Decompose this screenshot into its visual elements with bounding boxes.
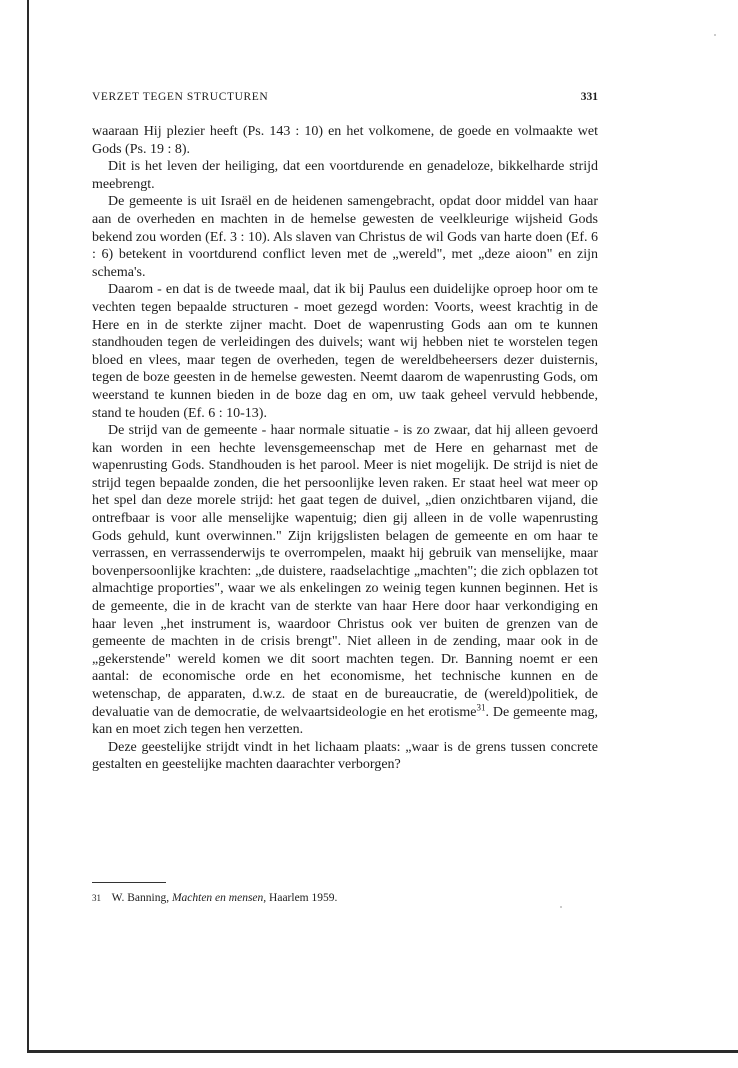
body-text: [92, 123, 598, 774]
paragraph: Daarom - en dat is de tweede maal, dat ik bij Paulus een duidelijke oproep hoor om te vechten tegen bepaalde structuren - moet gezegd worden: Voorts, weest krachtig in de Here en in de sterkte zijner macht. Doet de wapenrusting Gods aan om te kunnen standhouden tegen de verleidingen des duivels; want wij hebben niet te worstelen tegen bloed en vlees, maar tegen de overheden, tegen de wereldbeheersers dezer duisternis, tegen de boze geesten in de hemelse gewesten. Neemt daarom de wapenrusting Gods, om weerstand te kunnen bieden in de boze dag en om, uw taak geheel vervuld hebbende, stand te houden (Ef. 6 : 10-13).: [92, 282, 598, 421]
scan-edge-bottom: [27, 1050, 738, 1053]
paragraph: Deze geestelijke strijdt vindt in het lichaam plaats: „waar is de grens tussen concrete gestalten en geestelijke machten daarachter verborgen?: [92, 739, 598, 773]
footnote-reference[interactable]: 31: [476, 701, 486, 712]
paragraph: waaraan Hij plezier heeft (Ps. 143 : 10) en het volkomene, de goede en volmaakte wet Gods (Ps. 19 : 8).: [92, 124, 598, 157]
paragraph: [92, 422, 598, 739]
footnote-rule: [92, 882, 166, 883]
page-number: 331: [580, 91, 598, 103]
footnote-title: Machten en mensen,: [171, 892, 267, 904]
scan-edge-left: [27, 0, 29, 1052]
paragraph: Dit is het leven der heiliging, dat een voortdurende en genadeloze, bikkelharde strijd meebrengt.: [92, 159, 598, 192]
scan-speck: [714, 34, 716, 36]
footnote-author: W. Banning,: [111, 892, 170, 904]
running-head-title: VERZET TEGEN STRUCTUREN: [92, 91, 269, 103]
footnote: [92, 891, 598, 905]
scan-speck: [560, 906, 562, 908]
footnote-publisher: Haarlem 1959.: [269, 892, 338, 904]
paragraph-text: . De gemeente mag, kan en moet zich tegen hen verzetten.: [92, 704, 598, 738]
paragraph: De gemeente is uit Israël en de heidenen samengebracht, opdat door middel van haar aan de overheden en machten in de hemelse gewesten de veelkleurige wijsheid Gods bekend zou worden (Ef. 3 : 10). Als slaven van Christus de wil Gods van harte doen (Ef. 6 : 6) betekent in voortdurend conflict leven met de „wereld", met „deze aioon" en zijn schema's.: [92, 194, 598, 280]
footnote-number: 31: [92, 893, 101, 903]
paragraph-text: De strijd van de gemeente - haar normale situatie - is zo zwaar, dat hij alleen gevoerd kan worden in een hechte levensgemeenschap met de Here en geharnast met de wapenrusting Gods. Standhouden is het parool. Meer is niet mogelijk. De strijd is niet de strijd tegen bepaalde zonden, die het persoonlijke leven raken. Er staat heel wat meer op het spel dan deze morele strijd: het gaat tegen de duivel, „dien onzichtbaren vijand, die ontrefbaar is voor alle menselijke wapentuig; dien gij alleen in de volle wapenrusting Gods gehuld, kunt overwinnen." Zijn krijgslisten belagen de gemeente en om haar te verrassen, en verrassenderwijs te overrompelen, maakt hij gebruik van menselijke, maar bovenpersoonlijke krachten: „de duistere, raadselachtige „machten"; die zich opblazen tot almachtige proporties", waar we als enkelingen zo weinig tegen kunnen beginnen. Het is de gemeente, die in de kracht van de sterkte van haar Here door haar verkondiging en haar leven „het instrument is, waardoor Christus ook ver buiten de grenzen van de gemeente de machten in de crisis brengt". Niet alleen in de zending, maar ook in de „gekerstende" wereld komen we dit soort machten tegen. Dr. Banning noemt er een aantal: de economische orde en het economisme, het technische kunnen en de wetenschap, de apparaten, d.w.z. de staat en de bureaucratie, de (wereld)politiek, de devaluatie van de democratie, de welvaartsideologie en het erotisme: [92, 423, 598, 720]
